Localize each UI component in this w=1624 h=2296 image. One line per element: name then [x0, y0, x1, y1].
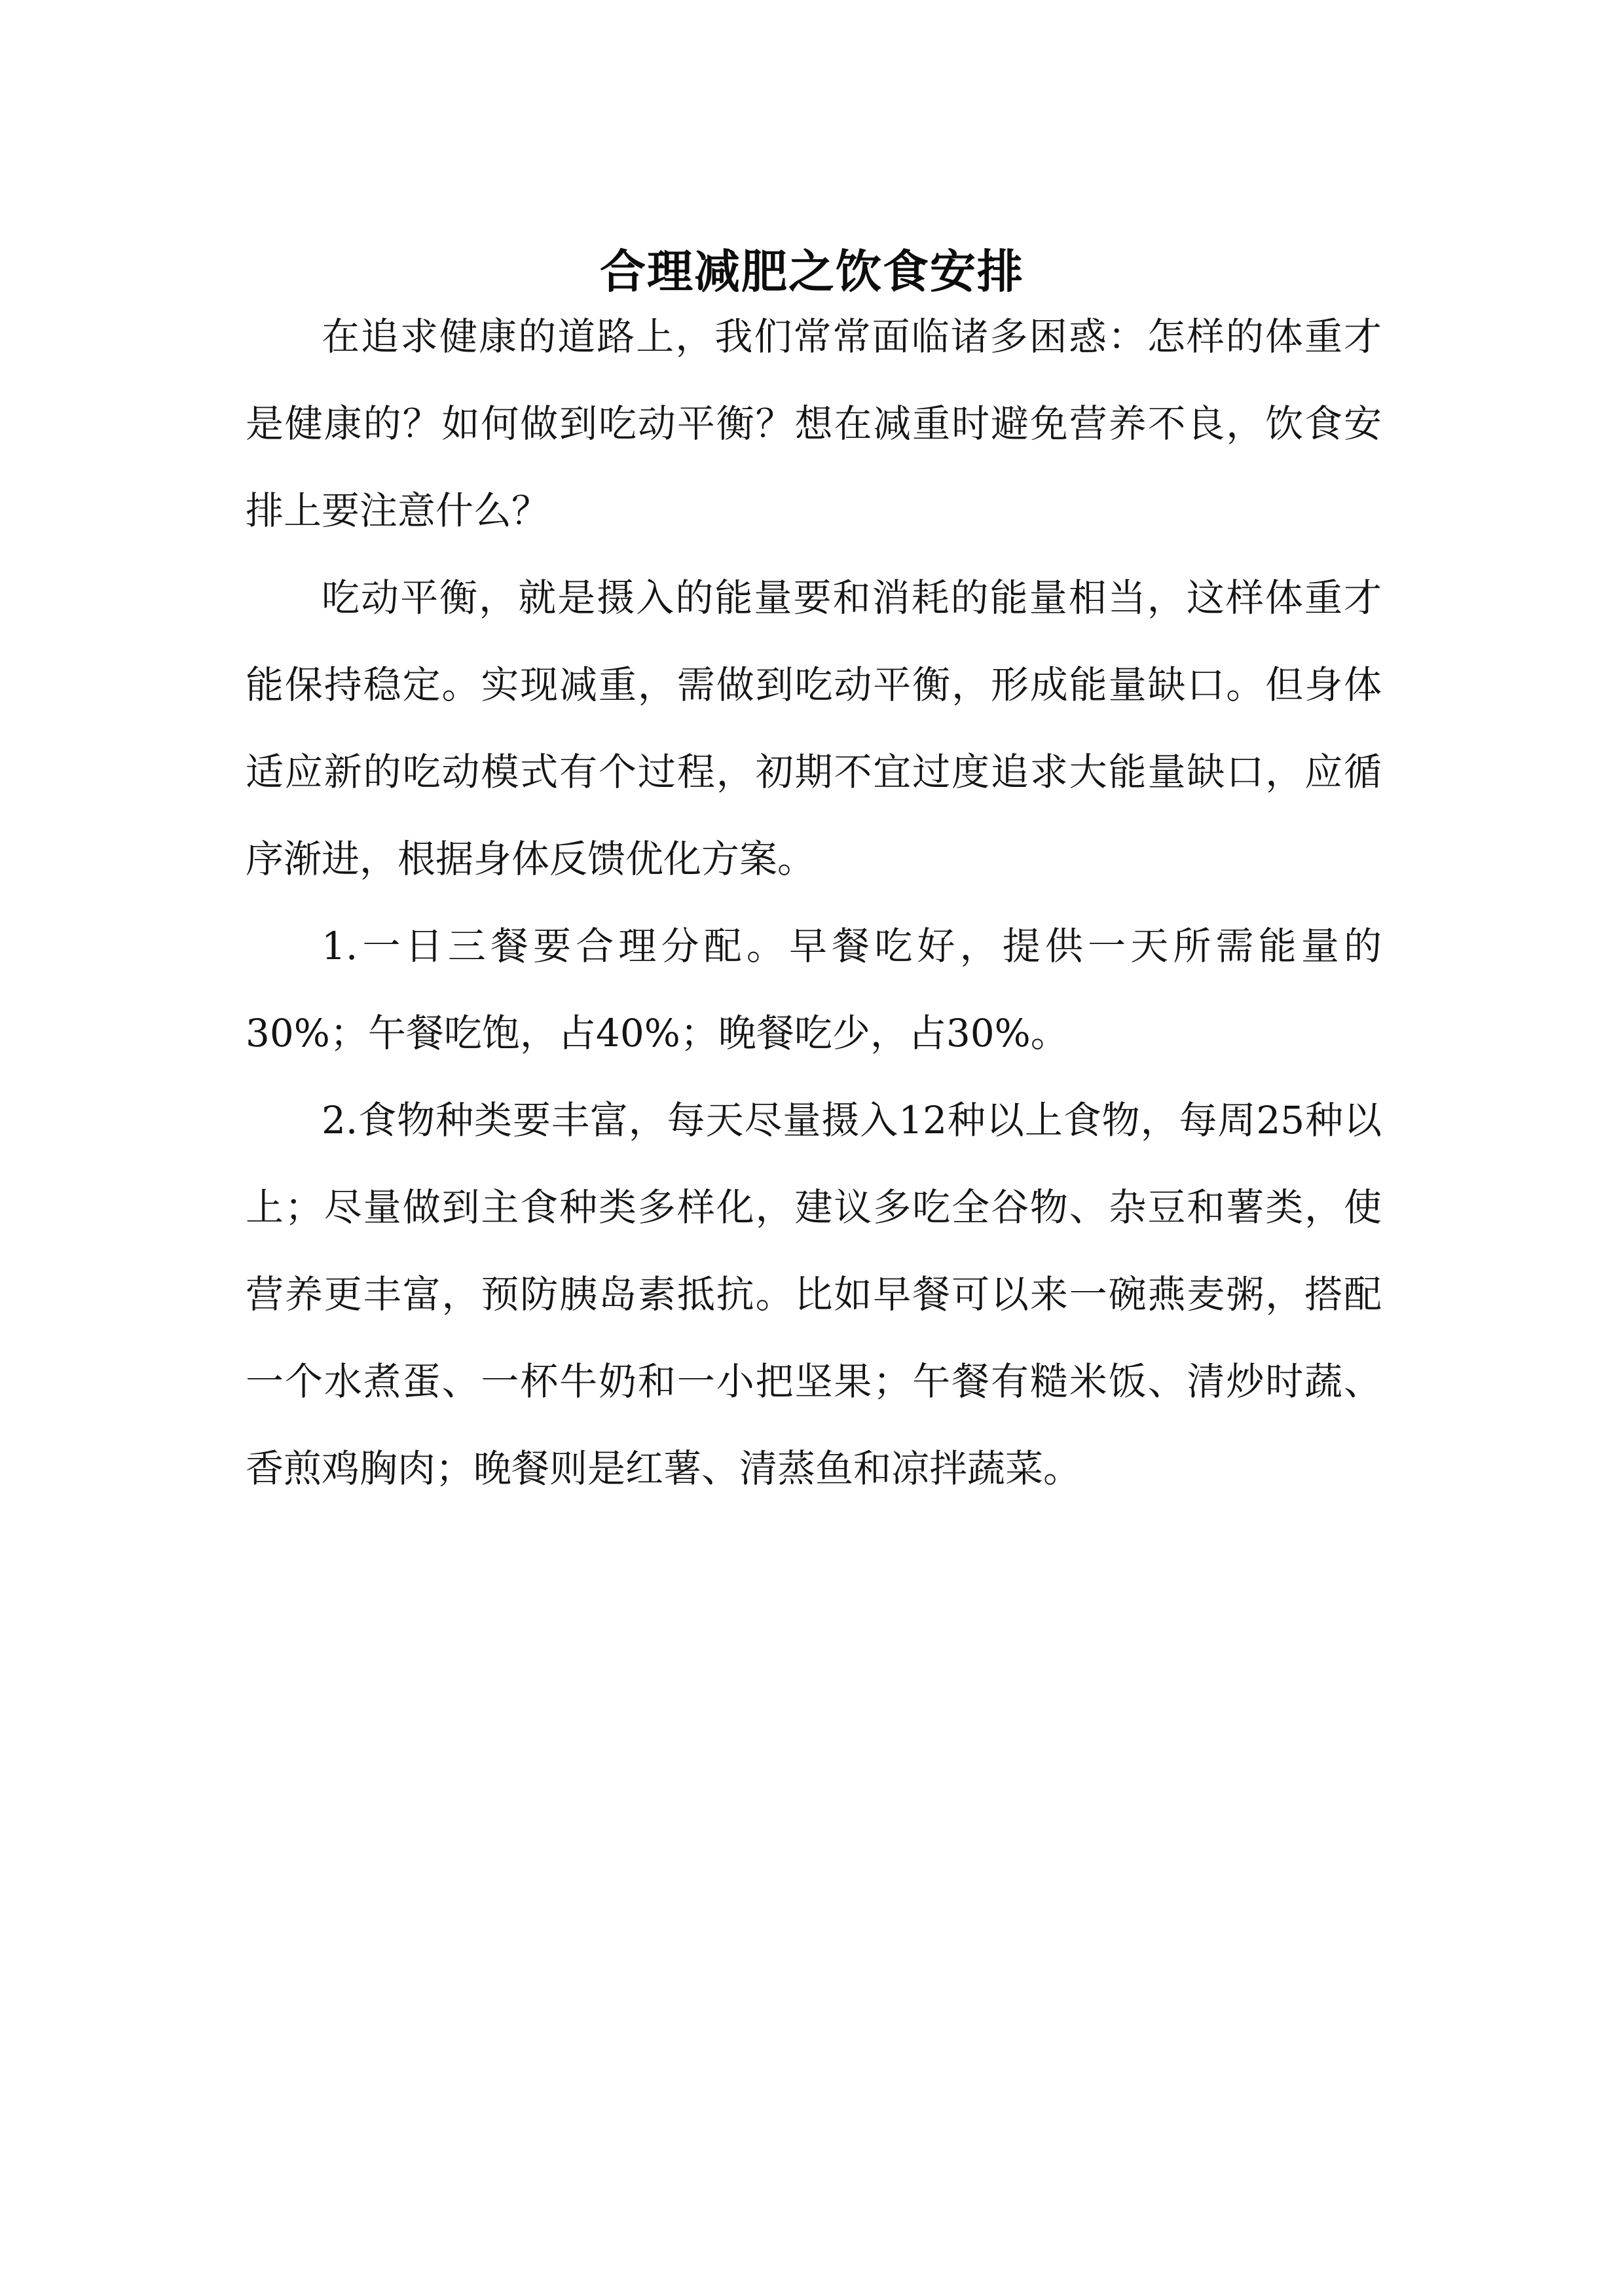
paragraph-intro: 在追求健康的道路上，我们常常面临诸多困惑：怎样的体重才是健康的？如何做到吃动平衡？想在减重时避免营养不良，饮食安排上要注意什么？ — [246, 314, 1382, 533]
paragraph-food-variety: 2.食物种类要丰富，每天尽量摄入12种以上食物，每周25种以上；尽量做到主食种类多样化，建议多吃全谷物、杂豆和薯类，使营养更丰富，预防胰岛素抵抗。比如早餐可以来一碗燕麦粥，搭配一个水煮蛋、一杯牛奶和一小把坚果；午餐有糙米饭、清炒时蔬、香煎鸡胸肉；晚餐则是红薯、清蒸鱼和凉拌蔬菜。 — [246, 1098, 1382, 1491]
paragraph-energy-balance: 吃动平衡，就是摄入的能量要和消耗的能量相当，这样体重才能保持稳定。实现减重，需做到吃动平衡，形成能量缺口。但身体适应新的吃动模式有个过程，初期不宜过度追求大能量缺口，应循序渐进，根据身体反馈优化方案。 — [246, 575, 1382, 881]
paragraph-meal-distribution: 1.一日三餐要合理分配。早餐吃好，提供一天所需能量的30%；午餐吃饱，占40%；晚餐吃少，占30%。 — [246, 924, 1382, 1055]
document-title: 合理减肥之饮食安排 — [600, 244, 1024, 299]
document-body — [246, 293, 1382, 1512]
